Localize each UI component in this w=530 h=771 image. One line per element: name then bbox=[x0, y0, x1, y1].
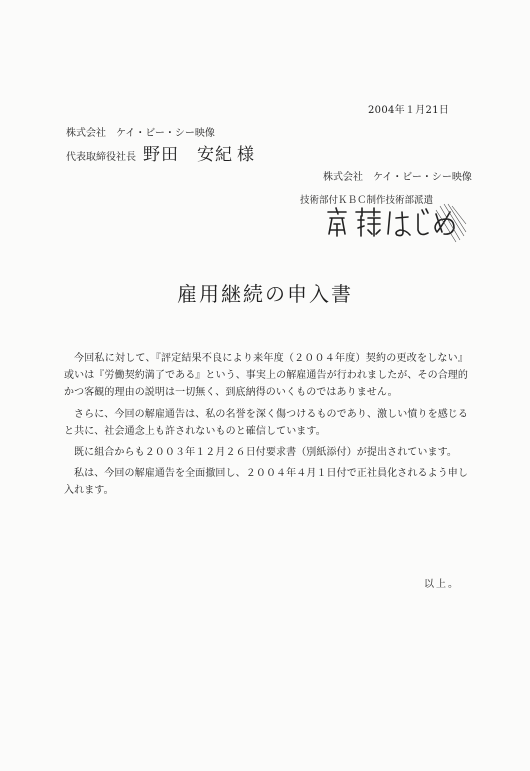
recipient-name: 野田 安紀 bbox=[143, 145, 233, 165]
recipient-company: 株式会社 ケイ・ビー・シー映像 bbox=[66, 128, 215, 139]
sender-company: 株式会社 ケイ・ビー・シー映像 bbox=[323, 172, 472, 183]
body-paragraph-4: 私は、今回の解雇通告を全面撤回し、２００４年４月１日付で正社員化されるよう申し入れます。 bbox=[64, 468, 468, 497]
body-paragraph-2: さらに、今回の解雇通告は、私の名誉を深く傷つけるものであり、激しい憤りを感じると共に、社会通念上も許されないものと確信しています。 bbox=[64, 408, 468, 437]
signature-icon bbox=[318, 202, 468, 244]
body-paragraph-3: 既に組合からも２００３年１２月２６日付要求書（別紙添付）が提出されています。 bbox=[74, 447, 457, 459]
recipient-title: 代表取締役社長 bbox=[66, 152, 136, 163]
closing-remark: 以上。 bbox=[424, 579, 460, 590]
document-body bbox=[64, 350, 468, 504]
recipient-honorific: 様 bbox=[237, 145, 254, 165]
handwritten-signature bbox=[318, 202, 468, 244]
sender-department: 技術部付ＫＢＣ制作技術部派遣 bbox=[300, 195, 434, 206]
document-title: 雇用継続の申入書 bbox=[177, 282, 353, 306]
body-paragraph-1: 今回私に対して、『評定結果不良により来年度（２００４年度）契約の更改をしない』或いは『労働契約満了である』という、事実上の解雇通告が行われましたが、その合理的かつ客観的理由の説明は一切無く、到底納得のいくものではありません。 bbox=[64, 353, 468, 399]
document-date: 2004年１月21日 bbox=[368, 105, 450, 116]
